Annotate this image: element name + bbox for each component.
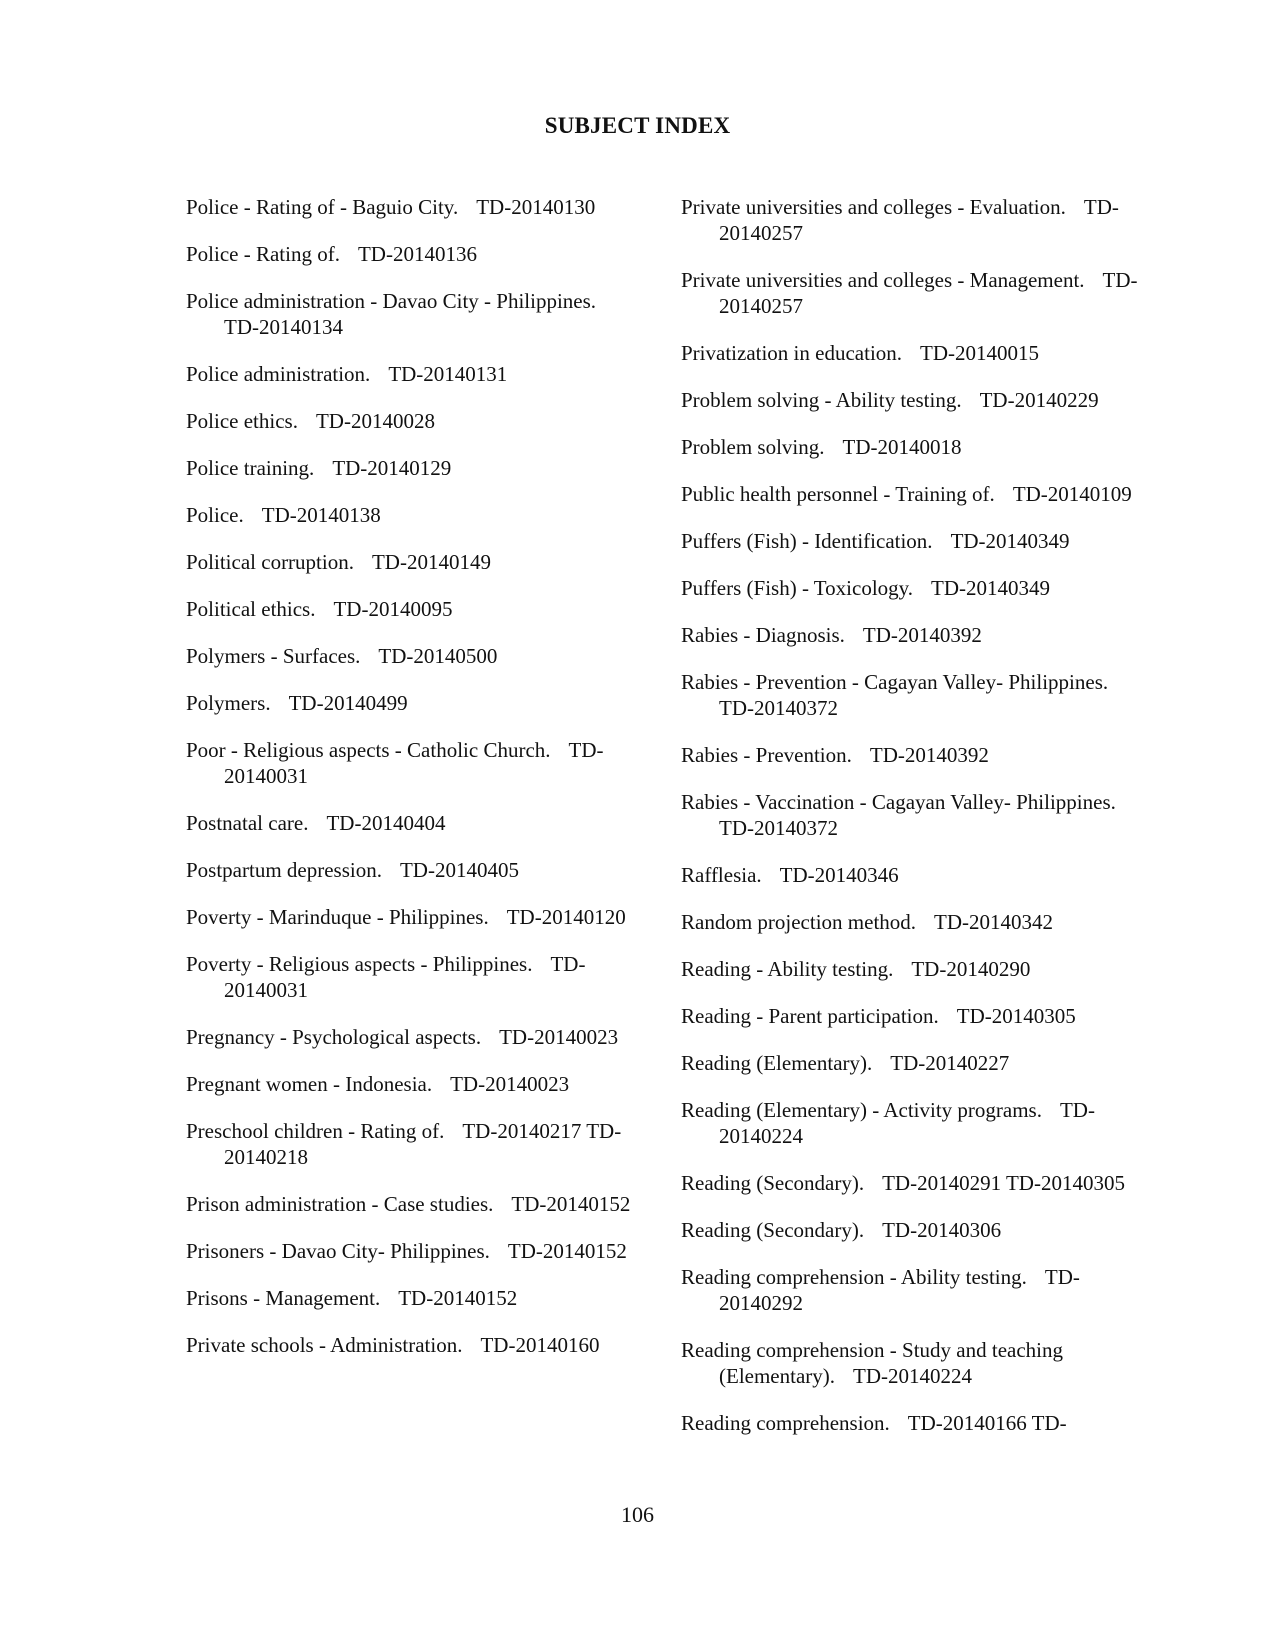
index-entry xyxy=(681,387,1151,413)
index-term: Private universities and colleges - Management. xyxy=(681,268,1085,292)
index-reference: TD-20140166 TD- xyxy=(907,1411,1067,1435)
index-entry xyxy=(681,481,1151,507)
index-term: Polymers. xyxy=(186,691,271,715)
index-term: Postnatal care. xyxy=(186,811,309,835)
index-entry xyxy=(681,789,1151,841)
index-entry xyxy=(681,742,1151,768)
index-term: Pregnancy - Psychological aspects. xyxy=(186,1025,482,1049)
index-reference: TD-20140152 xyxy=(398,1286,518,1310)
index-reference: TD-20140134 xyxy=(224,315,343,339)
index-reference: TD-20140342 xyxy=(934,910,1054,934)
index-entry xyxy=(186,643,646,669)
index-entry xyxy=(186,361,646,387)
index-entry xyxy=(681,956,1151,982)
index-entry xyxy=(681,340,1151,366)
index-reference: TD-20140349 xyxy=(950,529,1070,553)
index-term: Political corruption. xyxy=(186,550,354,574)
index-term: Public health personnel - Training of. xyxy=(681,482,995,506)
index-term: Police training. xyxy=(186,456,315,480)
index-entry xyxy=(681,1050,1151,1076)
index-reference: TD-20140149 xyxy=(371,550,491,574)
index-reference: TD-20140095 xyxy=(333,597,453,621)
index-term: Rabies - Prevention - Cagayan Valley- Philippines. xyxy=(681,670,1109,694)
index-entry xyxy=(681,1003,1151,1029)
index-term: Police administration - Davao City - Philippines. xyxy=(186,289,597,313)
index-reference: TD-20140023 xyxy=(499,1025,619,1049)
index-term: Police administration. xyxy=(186,362,371,386)
index-entry xyxy=(681,1264,1151,1316)
index-term: Rafflesia. xyxy=(681,863,762,887)
index-term: Reading - Parent participation. xyxy=(681,1004,939,1028)
index-term: Police ethics. xyxy=(186,409,298,433)
index-entry xyxy=(186,455,646,481)
index-term: Preschool children - Rating of. xyxy=(186,1119,445,1143)
index-reference: TD-20140292 xyxy=(719,1265,1080,1315)
index-reference: TD-20140217 TD-20140218 xyxy=(224,1119,622,1169)
index-term: Polymers - Surfaces. xyxy=(186,644,361,668)
index-term: Pregnant women - Indonesia. xyxy=(186,1072,433,1096)
index-term: Reading comprehension. xyxy=(681,1411,890,1435)
index-entry xyxy=(186,288,646,340)
index-reference: TD-20140392 xyxy=(862,623,982,647)
index-reference: TD-20140136 xyxy=(357,242,477,266)
index-entry xyxy=(186,737,646,789)
index-entry xyxy=(681,669,1151,721)
index-entry xyxy=(186,690,646,716)
index-reference: TD-20140109 xyxy=(1012,482,1132,506)
index-entry xyxy=(681,1170,1151,1196)
index-term: Reading (Elementary) - Activity programs. xyxy=(681,1098,1042,1122)
page-title: SUBJECT INDEX xyxy=(544,113,731,138)
index-entry xyxy=(186,1024,646,1050)
index-reference: TD-20140031 xyxy=(224,952,586,1002)
index-entry xyxy=(681,1410,1151,1436)
index-reference: TD-20140372 xyxy=(719,816,838,840)
index-entry xyxy=(186,904,646,930)
index-term: Rabies - Vaccination - Cagayan Valley- Philippines. xyxy=(681,790,1116,814)
index-reference: TD-20140291 TD-20140305 xyxy=(882,1171,1125,1195)
index-reference: TD-20140257 xyxy=(719,195,1119,245)
index-reference: TD-20140229 xyxy=(979,388,1099,412)
index-term: Puffers (Fish) - Identification. xyxy=(681,529,933,553)
index-entry xyxy=(681,1217,1151,1243)
index-reference: TD-20140015 xyxy=(920,341,1040,365)
index-reference: TD-20140023 xyxy=(450,1072,570,1096)
index-entry xyxy=(681,1337,1151,1389)
index-entry xyxy=(681,1097,1151,1149)
index-reference: TD-20140031 xyxy=(224,738,604,788)
index-column-left xyxy=(186,194,646,1379)
index-entry xyxy=(186,1071,646,1097)
index-reference: TD-20140405 xyxy=(399,858,519,882)
index-reference: TD-20140305 xyxy=(956,1004,1076,1028)
index-term: Problem solving. xyxy=(681,435,825,459)
index-entry xyxy=(186,857,646,883)
index-term: Poverty - Religious aspects - Philippines. xyxy=(186,952,533,976)
index-reference: TD-20140129 xyxy=(332,456,452,480)
index-reference: TD-20140349 xyxy=(931,576,1051,600)
index-term: Reading - Ability testing. xyxy=(681,957,894,981)
index-reference: TD-20140346 xyxy=(779,863,899,887)
index-reference: TD-20140160 xyxy=(480,1333,600,1357)
index-entry xyxy=(681,434,1151,460)
index-term: Random projection method. xyxy=(681,910,917,934)
index-entry xyxy=(186,194,646,220)
index-reference: TD-20140028 xyxy=(315,409,435,433)
index-reference: TD-20140152 xyxy=(511,1192,631,1216)
index-entry xyxy=(681,194,1151,246)
index-reference: TD-20140224 xyxy=(853,1364,973,1388)
index-term: Prisoners - Davao City- Philippines. xyxy=(186,1239,490,1263)
index-entry xyxy=(186,1238,646,1264)
index-column-right xyxy=(681,194,1151,1457)
index-term: Reading comprehension - Ability testing. xyxy=(681,1265,1027,1289)
index-entry xyxy=(186,951,646,1003)
index-term: Postpartum depression. xyxy=(186,858,382,882)
index-term: Poor - Religious aspects - Catholic Church. xyxy=(186,738,551,762)
index-term: Rabies - Prevention. xyxy=(681,743,852,767)
index-term: Reading (Secondary). xyxy=(681,1218,865,1242)
index-term: Police - Rating of. xyxy=(186,242,340,266)
index-reference: TD-20140500 xyxy=(378,644,498,668)
index-entry xyxy=(681,862,1151,888)
index-reference: TD-20140120 xyxy=(506,905,626,929)
index-reference: TD-20140404 xyxy=(326,811,446,835)
index-entry xyxy=(681,267,1151,319)
index-entry xyxy=(186,1118,646,1170)
index-entry xyxy=(186,596,646,622)
index-entry xyxy=(186,549,646,575)
index-reference: TD-20140138 xyxy=(261,503,381,527)
index-term: Private schools - Administration. xyxy=(186,1333,463,1357)
index-reference: TD-20140372 xyxy=(719,696,838,720)
index-reference: TD-20140131 xyxy=(388,362,508,386)
index-term: Privatization in education. xyxy=(681,341,903,365)
index-entry xyxy=(186,1191,646,1217)
index-term: Reading (Elementary). xyxy=(681,1051,873,1075)
page-number: 106 xyxy=(621,1502,654,1527)
index-entry xyxy=(186,241,646,267)
index-term: Reading (Secondary). xyxy=(681,1171,865,1195)
index-term: Rabies - Diagnosis. xyxy=(681,623,845,647)
index-term: Police. xyxy=(186,503,244,527)
index-term: Problem solving - Ability testing. xyxy=(681,388,962,412)
index-reference: TD-20140499 xyxy=(288,691,408,715)
index-reference: TD-20140306 xyxy=(882,1218,1002,1242)
index-term: Prison administration - Case studies. xyxy=(186,1192,494,1216)
index-entry xyxy=(186,502,646,528)
index-reference: TD-20140227 xyxy=(890,1051,1010,1075)
index-term: Poverty - Marinduque - Philippines. xyxy=(186,905,489,929)
index-entry xyxy=(681,575,1151,601)
index-entry xyxy=(186,1332,646,1358)
index-entry xyxy=(681,528,1151,554)
index-reference: TD-20140130 xyxy=(476,195,596,219)
index-entry xyxy=(186,810,646,836)
index-term: Police - Rating of - Baguio City. xyxy=(186,195,459,219)
index-entry xyxy=(681,909,1151,935)
index-term: Reading comprehension - Study and teaching (Elementary). xyxy=(681,1338,1063,1388)
index-reference: TD-20140224 xyxy=(719,1098,1095,1148)
index-reference: TD-20140290 xyxy=(911,957,1031,981)
index-entry xyxy=(186,1285,646,1311)
index-term: Prisons - Management. xyxy=(186,1286,381,1310)
index-reference: TD-20140257 xyxy=(719,268,1138,318)
index-reference: TD-20140018 xyxy=(842,435,962,459)
index-term: Private universities and colleges - Evaluation. xyxy=(681,195,1066,219)
index-reference: TD-20140392 xyxy=(869,743,989,767)
index-entry xyxy=(681,622,1151,648)
index-entry xyxy=(186,408,646,434)
index-term: Puffers (Fish) - Toxicology. xyxy=(681,576,914,600)
index-reference: TD-20140152 xyxy=(507,1239,627,1263)
index-term: Political ethics. xyxy=(186,597,316,621)
